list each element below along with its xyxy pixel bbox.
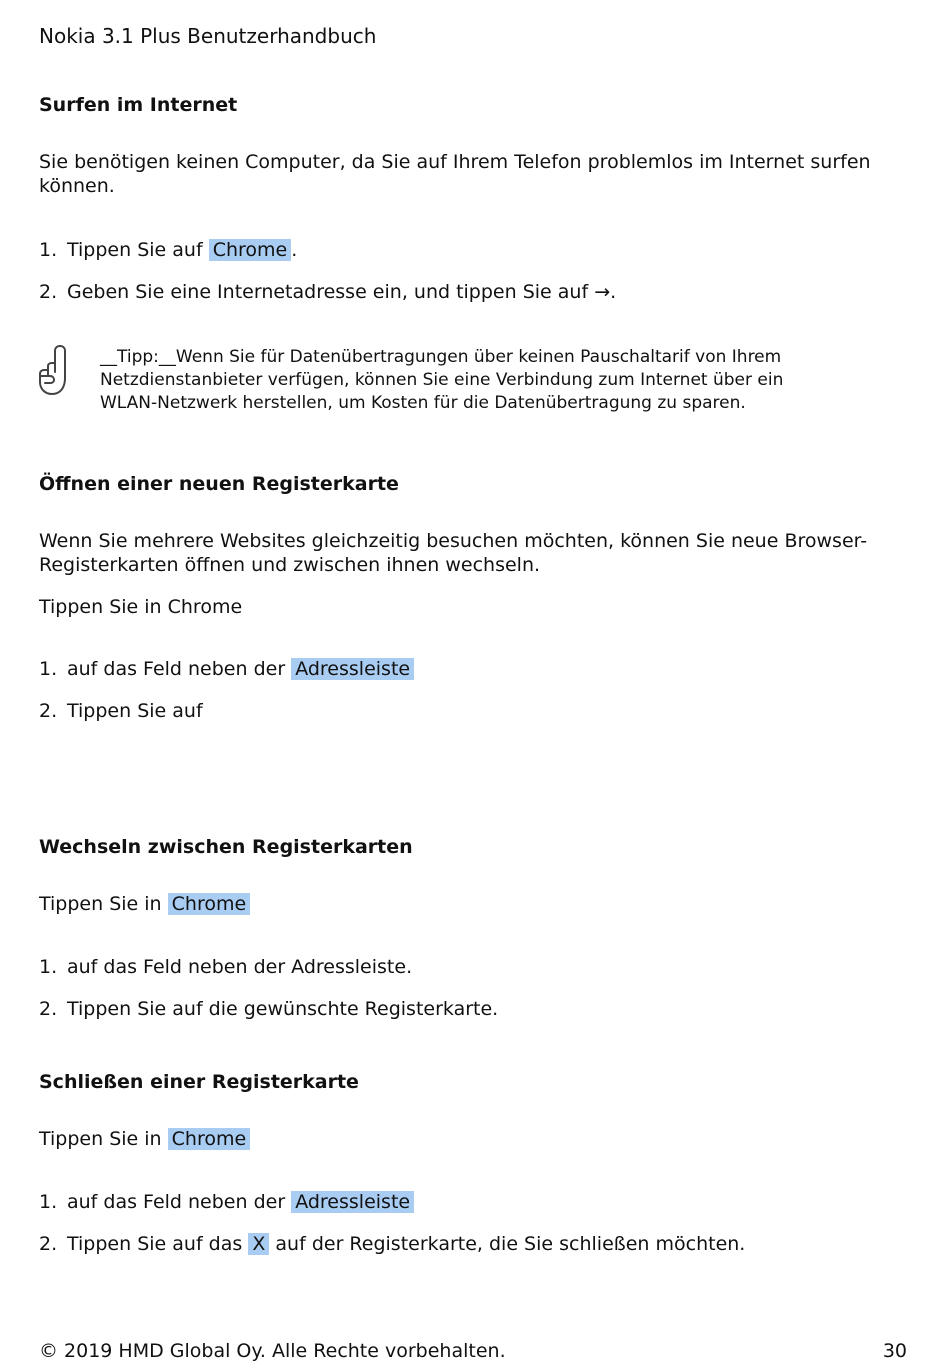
- arrow-right-icon: →: [594, 281, 611, 303]
- section-wechseln-steps: [39, 955, 890, 1039]
- section-surfen: [39, 94, 890, 116]
- highlight-x: X: [248, 1233, 269, 1255]
- steps-list: [39, 657, 890, 723]
- list-item: [39, 1190, 890, 1214]
- list-number: 1.: [39, 956, 58, 978]
- highlight-adressleiste: Adressleiste: [291, 1191, 414, 1213]
- list-item: [39, 955, 890, 979]
- highlight-chrome: Chrome: [168, 1128, 251, 1150]
- section-title: Surfen im Internet: [39, 94, 238, 116]
- section-title: Öffnen einer neuen Registerkarte: [39, 473, 399, 495]
- list-item: [39, 238, 890, 262]
- section-schliessen: [39, 1071, 890, 1093]
- steps-list: [39, 238, 890, 304]
- list-item: [39, 657, 890, 681]
- section-wechseln-lead: [39, 892, 890, 916]
- step-text: auf das Feld neben der: [67, 1191, 286, 1213]
- lead-before: Tippen Sie in: [39, 893, 162, 915]
- step-text: Tippen Sie auf die gewünschte Registerkarte.: [67, 998, 499, 1020]
- list-number: 2.: [39, 998, 58, 1020]
- list-number: 2.: [39, 281, 58, 303]
- list-item: [39, 699, 890, 723]
- section-schliessen-steps: [39, 1190, 890, 1274]
- lead-before: Tippen Sie in: [39, 1128, 162, 1150]
- highlight-chrome: Chrome: [168, 893, 251, 915]
- step-text: Tippen Sie auf: [67, 239, 203, 261]
- lead-text: Tippen Sie in Chrome: [39, 596, 243, 618]
- section-title: Schließen einer Registerkarte: [39, 1071, 359, 1093]
- section-schliessen-lead: [39, 1127, 890, 1151]
- section-neue-karte: [39, 473, 890, 495]
- page-number: 30: [882, 1340, 907, 1362]
- list-item: [39, 280, 890, 304]
- section-neue-karte-steps: [39, 657, 890, 741]
- step-text-after: auf der Registerkarte, die Sie schließen möchten.: [275, 1233, 746, 1255]
- step-punct: .: [291, 239, 298, 261]
- highlight-chrome: Chrome: [209, 239, 292, 261]
- section-neue-karte-lead: [39, 595, 890, 619]
- lead-text: [39, 892, 890, 916]
- footer-copyright: © 2019 HMD Global Oy. Alle Rechte vorbehalten.: [39, 1340, 506, 1362]
- list-number: 1.: [39, 239, 58, 261]
- section-surfen-steps: [39, 238, 890, 322]
- tip-text: __Tipp:__Wenn Sie für Datenübertragungen über keinen Pauschaltarif von Ihrem Netzdienstanbieter verfügen, können Sie eine Verbindung zum Internet über ein WLAN-Netzwerk herstellen, um Kosten für die Datenübertragung zu sparen.: [100, 347, 784, 413]
- list-item: [39, 997, 890, 1021]
- lead-text: [39, 1127, 890, 1151]
- step-punct: .: [610, 281, 617, 303]
- section-title: Wechseln zwischen Registerkarten: [39, 836, 413, 858]
- section-neue-karte-intro: [39, 529, 890, 577]
- list-number: 1.: [39, 1191, 58, 1213]
- step-text: Geben Sie eine Internetadresse ein, und tippen Sie auf: [67, 281, 589, 303]
- section-wechseln: [39, 836, 890, 858]
- list-item: [39, 1232, 890, 1256]
- intro-paragraph: Sie benötigen keinen Computer, da Sie auf Ihrem Telefon problemlos im Internet surfen können.: [39, 151, 871, 197]
- hand-pointing-up-icon: [36, 342, 76, 398]
- list-number: 2.: [39, 700, 58, 722]
- steps-list: [39, 1190, 890, 1256]
- steps-list: [39, 955, 890, 1021]
- step-text: Tippen Sie auf das: [67, 1233, 243, 1255]
- document-header: Nokia 3.1 Plus Benutzerhandbuch: [39, 24, 377, 48]
- list-number: 2.: [39, 1233, 58, 1255]
- step-text: auf das Feld neben der: [67, 658, 286, 680]
- section-surfen-intro: [39, 150, 890, 198]
- highlight-adressleiste: Adressleiste: [291, 658, 414, 680]
- step-text: Tippen Sie auf: [67, 700, 203, 722]
- step-text: auf das Feld neben der Adressleiste.: [67, 956, 413, 978]
- intro-paragraph: Wenn Sie mehrere Websites gleichzeitig besuchen möchten, können Sie neue Browser-Registerkarten öffnen und zwischen ihnen wechseln.: [39, 530, 868, 576]
- list-number: 1.: [39, 658, 58, 680]
